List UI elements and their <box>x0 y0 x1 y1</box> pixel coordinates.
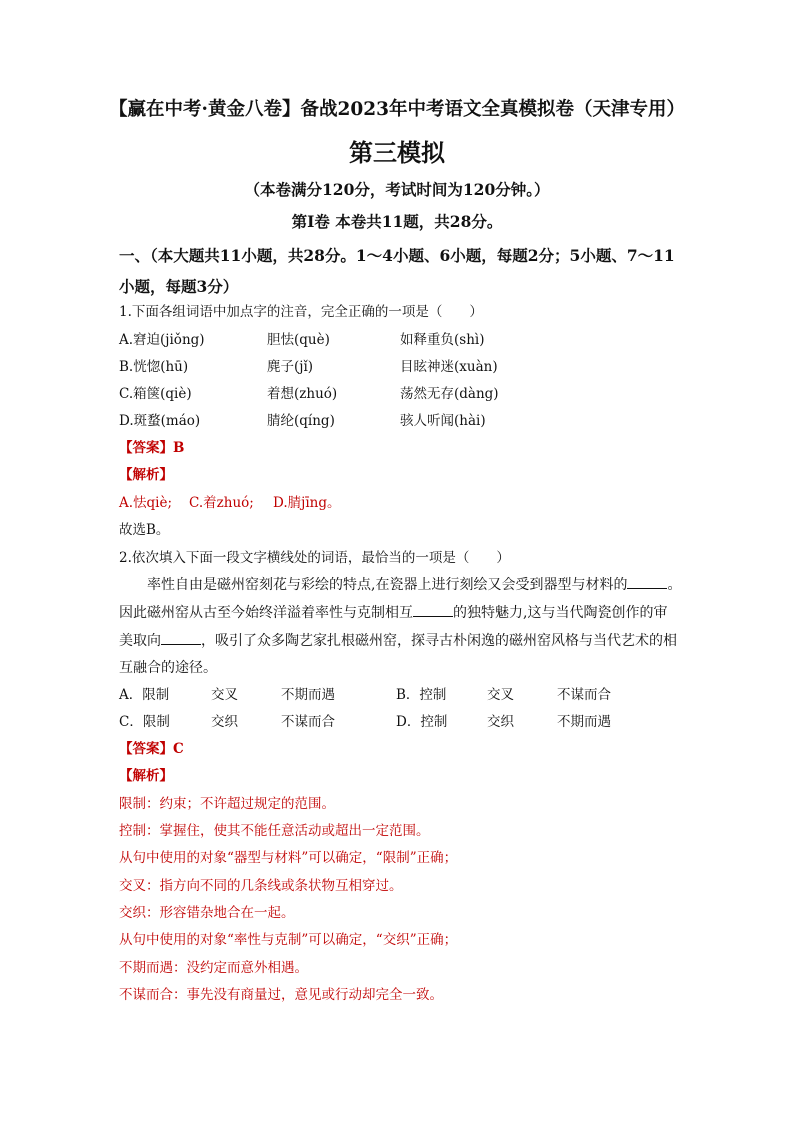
q1-analysis-a: A.怯qiè; <box>119 495 173 511</box>
exam-note: （本卷满分120分，考试时间为120分钟。） <box>244 180 550 199</box>
q2-passage-text: 的独特魅力,这与当代陶瓷创作的审 <box>453 605 668 621</box>
q2-analysis-line: 交织：形容错杂地合在一起。 <box>119 905 295 921</box>
question-1-stem: 1.下面各组词语中加点字的注音，完全正确的一项是（ ） <box>119 304 483 320</box>
q2-passage-line-3 <box>119 630 677 651</box>
q1-option-a-word1: A.窘迫(jiǒng) <box>119 332 205 348</box>
q2-answer: 【答案】C <box>119 741 184 757</box>
q2-passage-text: 率性自由是磁州窑刻花与彩绘的特点,在瓷器上进行刻绘又会受到器型与材料的 <box>147 577 628 593</box>
q2-option-c-word3: 不谋而合 <box>281 714 335 730</box>
q2-passage-text: 美取向 <box>119 633 161 649</box>
q1-option-c-word3: 荡然无存(dàng) <box>400 386 499 402</box>
fill-blank-1 <box>627 574 667 589</box>
q2-option-a-word1: A．限制 <box>119 687 170 703</box>
section-heading: 一、（本大题共11小题，共28分。1～4小题、6小题，每题2分；5小题、7～11小题，每题3分） <box>119 246 675 296</box>
q2-passage-line-4: 互融合的途径。 <box>119 660 217 676</box>
q2-option-c-word2: 交织 <box>211 714 238 730</box>
fill-blank-2 <box>413 602 453 617</box>
q1-option-b-word3: 目眩神迷(xuàn) <box>400 359 498 375</box>
q2-analysis-line: 控制：掌握住，使其不能任意活动或超出一定范围。 <box>119 823 430 839</box>
q2-option-d-word1: D．控制 <box>396 714 448 730</box>
q1-option-d-word2: 腈纶(qíng) <box>267 413 335 429</box>
q1-option-a-word2: 胆怯(què) <box>267 332 330 348</box>
q2-option-d-word3: 不期而遇 <box>557 714 611 730</box>
q1-option-a-word3: 如释重负(shì) <box>400 332 485 348</box>
q1-conclusion: 故选B。 <box>119 522 170 538</box>
q2-passage-line-1 <box>147 574 681 595</box>
q2-analysis-line: 从句中使用的对象“率性与克制”可以确定，“交织”正确； <box>119 932 458 948</box>
q2-analysis-line: 不谋而合：事先没有商量过，意见或行动却完全一致。 <box>119 987 443 1003</box>
q1-answer: 【答案】B <box>119 440 185 456</box>
q2-option-b-word2: 交叉 <box>487 687 514 703</box>
q2-passage-line-2 <box>119 602 667 623</box>
q2-analysis-line: 不期而遇：没约定而意外相遇。 <box>119 960 308 976</box>
paper-subtitle: 第三模拟 <box>349 138 445 167</box>
q2-analysis-line: 交叉：指方向不同的几条线或条状物互相穿过。 <box>119 878 403 894</box>
q2-option-a-word2: 交叉 <box>211 687 238 703</box>
q2-analysis-label: 【解析】 <box>119 768 173 784</box>
q2-passage-text: 。 <box>667 577 682 593</box>
q1-option-c-word1: C.箱箧(qiè) <box>119 386 192 402</box>
volume-heading: 第Ⅰ卷 本卷共11题，共28分。 <box>291 212 503 231</box>
q1-option-b-word2: 麂子(jǐ) <box>267 359 314 375</box>
q2-analysis-line: 从句中使用的对象“器型与材料”可以确定，“限制”正确； <box>119 850 458 866</box>
q2-analysis-line: 限制：约束；不许超过规定的范围。 <box>119 796 335 812</box>
q1-analysis-label: 【解析】 <box>119 467 173 483</box>
paper-title: 【赢在中考·黄金八卷】备战2023年中考语文全真模拟卷（天津专用） <box>109 99 685 120</box>
q1-option-d-word1: D.斑蝥(máo) <box>119 413 201 429</box>
q1-option-d-word3: 骇人听闻(hài) <box>400 413 486 429</box>
q1-option-c-word2: 着想(zhuó) <box>267 386 338 402</box>
q1-analysis-d: D.腈jīng。 <box>273 495 341 511</box>
q2-passage-text: ，吸引了众多陶艺家扎根磁州窑，探寻古朴闲逸的磁州窑风格与当代艺术的相 <box>201 633 677 649</box>
question-2-stem: 2.依次填入下面一段文字横线处的词语，最恰当的一项是（ ） <box>119 550 510 566</box>
fill-blank-3 <box>161 630 201 645</box>
q2-option-b-word3: 不谋而合 <box>557 687 611 703</box>
q2-option-d-word2: 交织 <box>487 714 514 730</box>
q2-option-b-word1: B．控制 <box>396 687 447 703</box>
q2-passage-text: 因此磁州窑从古至今始终洋溢着率性与克制相互 <box>119 605 413 621</box>
q1-option-b-word1: B.恍惚(hū) <box>119 359 189 375</box>
q2-option-a-word3: 不期而遇 <box>281 687 335 703</box>
q1-analysis-c: C.着zhuó; <box>189 495 254 511</box>
q2-option-c-word1: C．限制 <box>119 714 170 730</box>
